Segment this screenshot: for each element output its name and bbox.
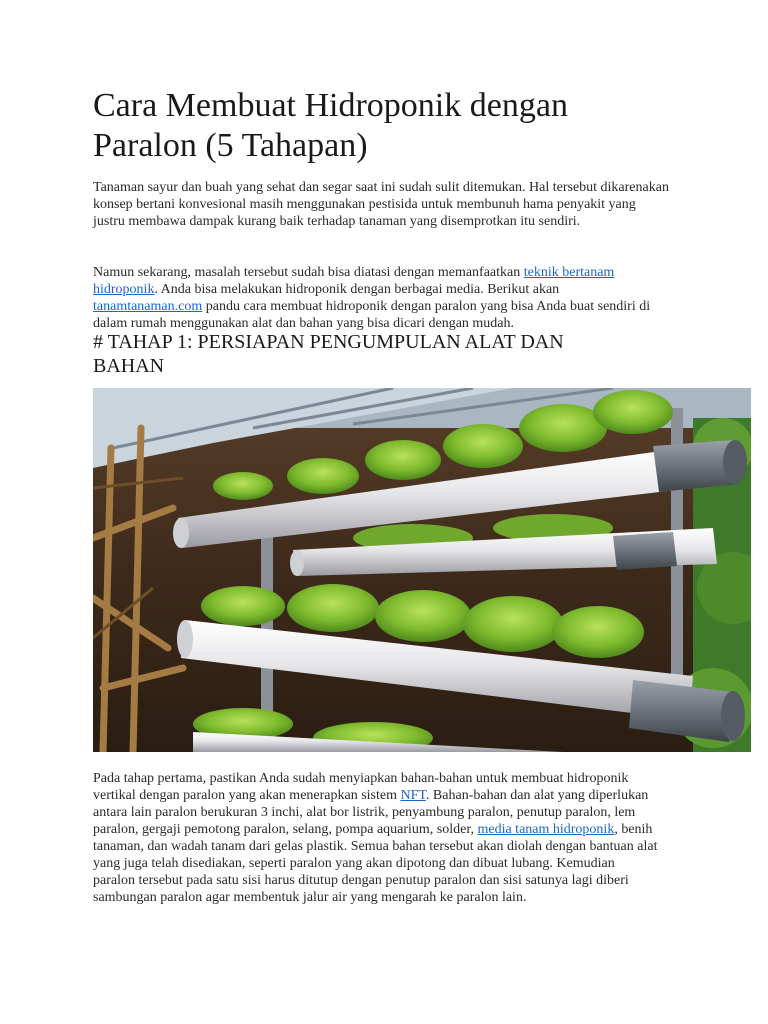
step-1-text-c: , benih tanaman, dan wadah tanam dari gelas plastik. Semua bahan tersebut akan diolah dengan bantuan alat yang juga telah disediakan, seperti paralon yang akan dipotong dan dibuat lubang. Kemudian paralon tersebut pada satu sisi harus ditutup dengan penutup paralon dan sisi satunya lagi diberi sambungan paralon agar membentuk jalur air yang mengarah ke paralon lain. bbox=[93, 822, 658, 905]
hydroponic-paralon-photo bbox=[93, 388, 751, 752]
intro-paragraph-2 bbox=[93, 264, 671, 332]
link-media-tanam-hidroponik[interactable]: media tanam hidroponik bbox=[477, 822, 615, 837]
intro-paragraph-2-text-c: pandu cara membuat hidroponik dengan paralon yang bisa Anda buat sendiri di dalam rumah menggunakan alat dan bahan yang bisa dicari dengan mudah. bbox=[93, 299, 651, 331]
step-1-heading: # TAHAP 1: PERSIAPAN PENGUMPULAN ALAT DAN BAHAN bbox=[93, 331, 564, 377]
intro-paragraph-2-text-b: . Anda bisa melakukan hidroponik dengan berbagai media. Berikut akan bbox=[154, 282, 560, 297]
step-1-text-b: . Bahan-bahan dan alat yang diperlukan antara lain paralon berukuran 3 inchi, alat bor listrik, penyambung paralon, penutup paralon, lem paralon, gergaji pemotong paralon, selang, pompa aquarium, solder, bbox=[93, 788, 649, 837]
link-tanamtanaman[interactable]: tanamtanaman.com bbox=[93, 299, 203, 314]
step-1-paragraph bbox=[93, 770, 659, 906]
intro-paragraph-1: Tanaman sayur dan buah yang sehat dan segar saat ini sudah sulit ditemukan. Hal tersebut dikarenakan konsep bertani konvesional masih menggunakan pestisida untuk membunuh hama penyakit yang justru membawa dampak kurang baik terhadap tanaman yang disemprotkan itu sendiri. bbox=[93, 180, 669, 229]
article-title: Cara Membuat Hidroponik dengan Paralon (5 Tahapan) bbox=[93, 87, 568, 164]
intro-paragraph-2-text-a: Namun sekarang, masalah tersebut sudah bisa diatasi dengan memanfaatkan bbox=[93, 265, 524, 280]
link-teknik-bertanam-hidroponik[interactable]: teknik bertanam hidroponik bbox=[93, 265, 615, 297]
step-1-text-a: Pada tahap pertama, pastikan Anda sudah menyiapkan bahan-bahan untuk membuat hidroponik vertikal dengan paralon yang akan menerapkan sistem bbox=[93, 771, 629, 803]
link-nft[interactable]: NFT bbox=[400, 788, 426, 803]
